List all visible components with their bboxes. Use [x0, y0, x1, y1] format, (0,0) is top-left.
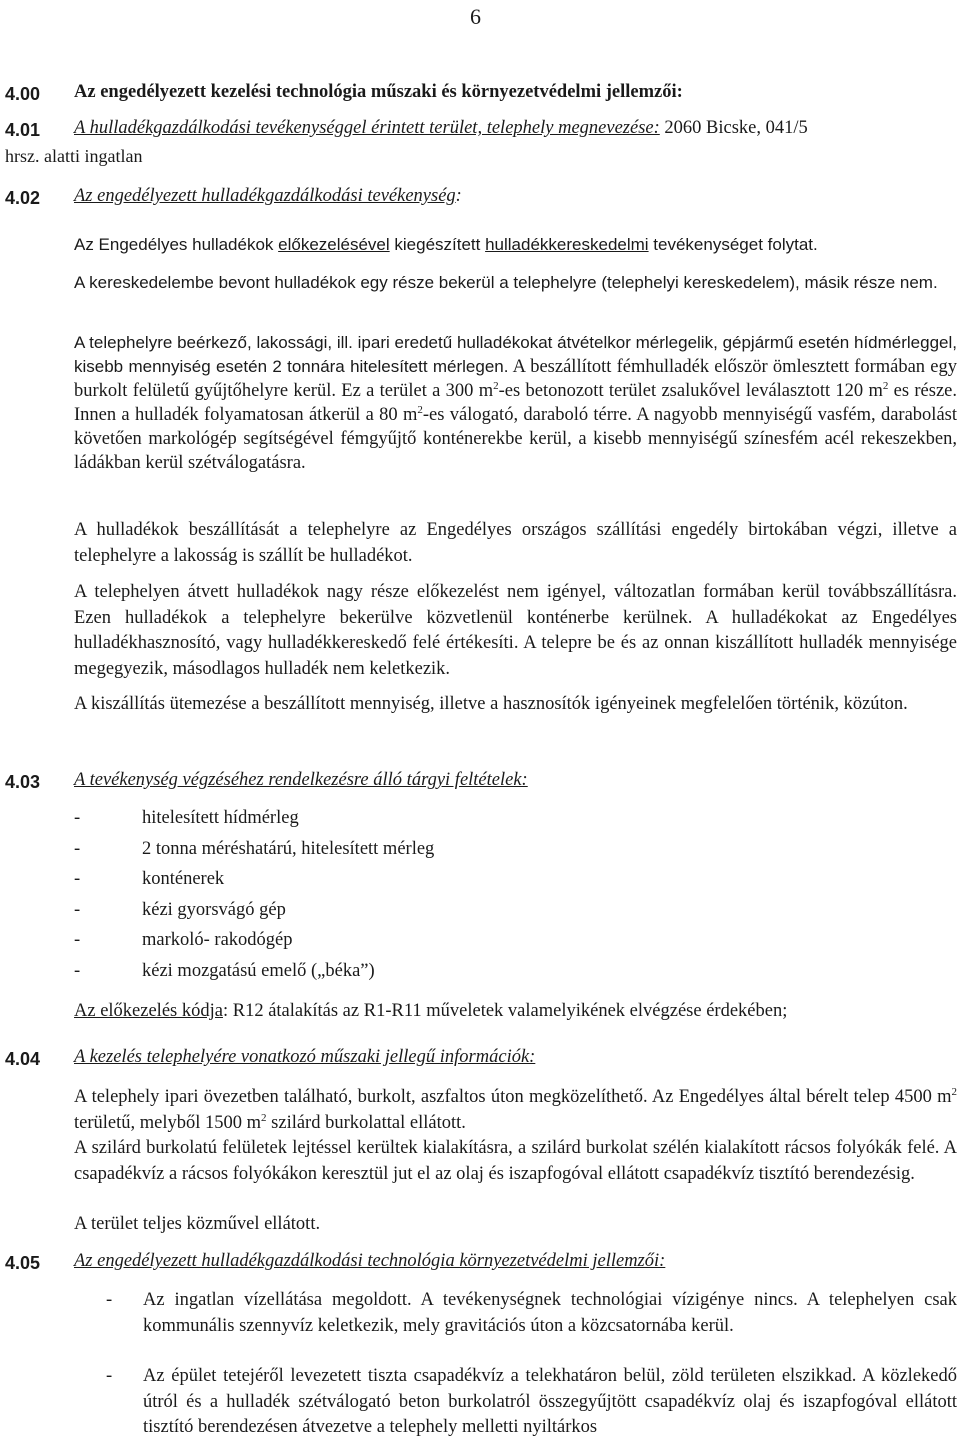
list-item: [74, 839, 434, 860]
list-item: [74, 961, 375, 982]
section-title-4-04: A kezelés telephelyére vonatkozó műszaki jellegű információk:: [74, 1047, 536, 1067]
section-4-01-line2: hrsz. alatti ingatlan: [5, 146, 143, 166]
dash: -: [74, 930, 81, 950]
paragraph-4-02-2: A kereskedelembe bevont hulladékok egy része bekerül a telephelyre (telephelyi kereskedelem), másik része nem.: [74, 273, 938, 292]
text-underlined: hulladékkereskedelmi: [485, 235, 649, 254]
dash: -: [74, 869, 81, 889]
pretreatment-code: [74, 1001, 787, 1022]
section-title-4-03: A tevékenység végzéséhez rendelkezésre álló tárgyi feltételek:: [74, 770, 528, 790]
paragraph-4-02-4: A hulladékok beszállítását a telephelyre az Engedélyes országos szállítási engedély birtokában végzi, illetve a telephelyre a lakosság is szállít be hulladékot.: [74, 520, 957, 566]
pretreatment-code-label: Az előkezelés kódja: [74, 1001, 223, 1021]
paragraph-4-02-6: A kiszállítás ütemezése a beszállított mennyiség, illetve a hasznosítók igényeinek megfelelően történik, közúton.: [74, 694, 908, 714]
superscript: 2: [951, 1085, 957, 1098]
text: -es betonozott terület zsalukővel leválasztott 120 m: [498, 381, 883, 401]
text: A beszállított fémhulladék először ömlesztett formában egy burkolt felületű gyűjtőhelyre kerül. Ez a terület a 300 m: [74, 357, 957, 401]
list-item: [74, 808, 299, 829]
list-item-text: konténerek: [142, 869, 225, 889]
superscript: 2: [261, 1111, 267, 1124]
section-title-4-01-rest: 2060 Bicske, 041/5: [659, 118, 808, 138]
paragraph-4-02-1: [74, 232, 957, 258]
text: területű, melyből 1500 m: [74, 1112, 262, 1133]
paragraph-4-02-3: [74, 331, 957, 475]
section-number-4-00: 4.00: [5, 84, 41, 104]
list-item-text: markoló- rakodógép: [142, 930, 293, 950]
bullet-item: [74, 1288, 957, 1339]
list-item: [74, 930, 293, 951]
dash: -: [106, 1366, 113, 1386]
section-title-4-05: Az engedélyezett hulladékgazdálkodási technológia környezetvédelmi jellemzői:: [74, 1251, 666, 1271]
list-item: [74, 869, 224, 890]
text-underlined: előkezelésével: [278, 235, 390, 254]
section-number-4-03: 4.03: [5, 772, 41, 792]
bullet-item-text: Az ingatlan vízellátása megoldott. A tevékenységnek technológiai vízigénye nincs. A telephelyen csak kommunális szennyvíz keletkezik, mely gravitációs úton a közcsatornába kerül.: [143, 1290, 957, 1336]
list-item-text: kézi mozgatású emelő („béka”): [142, 961, 375, 981]
text: A telephelyre beérkező, lakossági, ill. ipari eredetű hulladékokat átvételkor mérlegelik, gépjármű esetén hídmérleggel, kisebb mennyiség esetén 2 tonnára hitelesített mérlegen.: [74, 333, 957, 376]
bullet-item-text: Az épület tetejéről levezetett tiszta csapadékvíz a telekhatáron belül, zöld területen elszikkad. A közlekedő útról és a hulladék szétválogató beton burkolatról összegyűjtött csapadékvíz olaj és iszapfogóval ellátott tisztító berendezésen átvezetve a telephely melletti nyiltárkos: [143, 1366, 957, 1437]
paragraph-4-04-1: [74, 1085, 957, 1136]
text: -es válogató, daraboló térre. A nagyobb mennyiségű vasfém, darabolást követően markológép segítségével fémgyűjtő konténerekbe kerül, a kisebb mennyiségű színesfém acél rekeszekben, ládákban kerül szétválogatásra.: [74, 405, 957, 473]
text: es része. Innen a hulladék folyamatosan átkerül a 80 m: [74, 381, 957, 425]
section-number-4-02: 4.02: [5, 188, 41, 208]
dash: -: [74, 900, 81, 920]
text: A telephely ipari övezetben található, burkolt, aszfaltos úton megközelíthető. Az Engedélyes által bérelt telep 4500 m: [74, 1087, 952, 1107]
section-number-4-05: 4.05: [5, 1253, 41, 1273]
page-number: 6: [470, 4, 481, 29]
section-title-4-02: [74, 186, 462, 207]
section-title-4-00: Az engedélyezett kezelési technológia műszaki és környezetvédelmi jellemzői:: [74, 82, 683, 102]
text: kiegészített: [389, 235, 486, 254]
section-number-4-04: 4.04: [5, 1049, 41, 1069]
superscript: 2: [493, 379, 499, 392]
section-title-4-02-text: Az engedélyezett hulladékgazdálkodási tevékenység: [74, 186, 456, 206]
pretreatment-code-text: : R12 átalakítás az R1-R11 műveletek valamelyikének elvégzése érdekében;: [222, 1001, 788, 1021]
section-title-4-01-italic: A hulladékgazdálkodási tevékenységgel érintett terület, telephely megnevezése:: [74, 118, 660, 138]
section-number-4-01: 4.01: [5, 120, 41, 140]
dash: -: [74, 961, 81, 981]
dash: -: [74, 839, 81, 859]
superscript: 2: [417, 403, 423, 416]
paragraph-4-04-2: A szilárd burkolatú felületek lejtéssel kerültek kialakításra, a szilárd burkolat szélén kialakított rácsos folyókák felé. A csapadékvíz a rácsos folyókákon keresztül jut el az olaj és iszapfogóval ellátott csapadékvíz tisztító berendezésig.: [74, 1138, 957, 1184]
list-item-text: hitelesített hídmérleg: [142, 808, 299, 828]
text: tevékenységet folytat.: [648, 235, 818, 254]
list-item: [74, 900, 286, 921]
list-item-text: kézi gyorsvágó gép: [142, 900, 286, 920]
paragraph-4-02-5: A telephelyen átvett hulladékok nagy része előkezelést nem igényel, változatlan formában kerül továbbszállításra. Ezen hulladékok a telephelyre bekerülve közvetlenül konténerbe kerülnek. A hulladékokat az Engedélyes hulladékhasznosító, vagy hulladékkereskedő felé értékesíti. A telepre be és az onnan kiszállított hulladék mennyisége megegyezik, másodlagos hulladék nem keletkezik.: [74, 582, 957, 679]
list-item-text: 2 tonna méréshatárú, hitelesített mérleg: [142, 839, 435, 859]
dash: -: [106, 1290, 113, 1310]
section-title-4-01: [74, 118, 808, 139]
superscript: 2: [882, 379, 889, 392]
text: szilárd burkolattal ellátott.: [266, 1112, 466, 1133]
bullet-item: [74, 1364, 957, 1441]
paragraph-4-04-3: A terület teljes közművel ellátott.: [74, 1214, 321, 1234]
dash: -: [74, 808, 81, 828]
section-title-4-02-colon: :: [455, 186, 462, 206]
text: Az Engedélyes hulladékok: [74, 235, 279, 254]
